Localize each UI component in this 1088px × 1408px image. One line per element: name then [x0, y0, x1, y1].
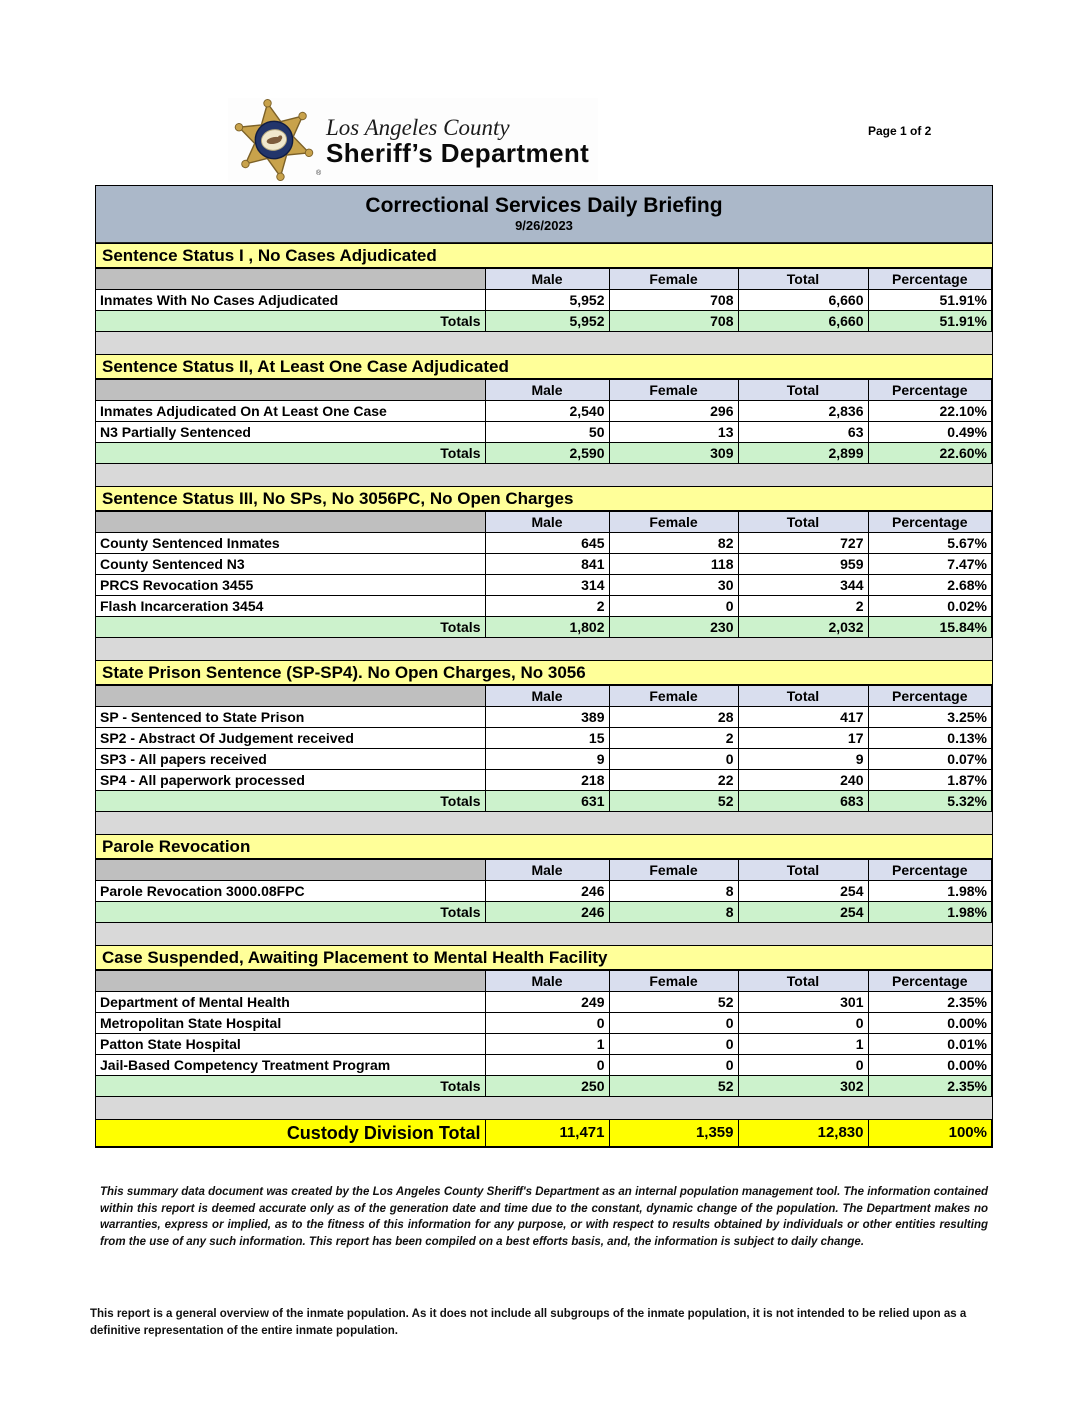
- column-header-female: Female: [609, 380, 738, 401]
- table-row: [96, 575, 992, 596]
- section-title: Sentence Status III, No SPs, No 3056PC, No Open Charges: [96, 486, 992, 511]
- row-value-female: 2: [609, 728, 738, 749]
- table-row: [96, 749, 992, 770]
- row-label: N3 Partially Sentenced: [96, 422, 485, 443]
- column-header-total: Total: [738, 971, 868, 992]
- logo-department-name: Sheriff’s Department: [326, 137, 590, 168]
- row-label: County Sentenced Inmates: [96, 533, 485, 554]
- row-value-female: 296: [609, 401, 738, 422]
- custody-total-total: 12,830: [738, 1120, 868, 1147]
- footer-note-text: This report is a general overview of the inmate population. As it does not include all subgroups of the inmate population, it is not intended to be relied upon as a definitive representation of the entire inmate population.: [90, 1308, 967, 1337]
- section-table: [96, 685, 992, 812]
- totals-value-total: 683: [738, 791, 868, 812]
- logo-county-name: Los Angeles County: [326, 114, 510, 140]
- section-title: Parole Revocation: [96, 834, 992, 859]
- row-value-female: 82: [609, 533, 738, 554]
- table-row: [96, 1055, 992, 1076]
- section-table: [96, 970, 992, 1097]
- table-row: [96, 533, 992, 554]
- totals-value-female: 708: [609, 311, 738, 332]
- section-gap: [96, 1097, 992, 1119]
- header-spacer-cell: [96, 512, 485, 533]
- report-title-bar: [96, 186, 992, 243]
- row-value-total: 417: [738, 707, 868, 728]
- row-value-percentage: 1.98%: [868, 881, 992, 902]
- row-value-male: 249: [485, 992, 609, 1013]
- totals-value-percentage: 1.98%: [868, 902, 992, 923]
- column-header-male: Male: [485, 971, 609, 992]
- totals-value-male: 5,952: [485, 311, 609, 332]
- section-title: Sentence Status I , No Cases Adjudicated: [96, 243, 992, 268]
- row-value-female: 708: [609, 290, 738, 311]
- row-value-total: 254: [738, 881, 868, 902]
- row-value-percentage: 0.01%: [868, 1034, 992, 1055]
- custody-division-total-table: [96, 1119, 992, 1147]
- totals-value-male: 631: [485, 791, 609, 812]
- column-header-female: Female: [609, 512, 738, 533]
- totals-row: [96, 791, 992, 812]
- row-value-male: 1: [485, 1034, 609, 1055]
- table-row: [96, 1013, 992, 1034]
- row-value-percentage: 0.00%: [868, 1013, 992, 1034]
- column-header-row: [96, 512, 992, 533]
- table-row: [96, 770, 992, 791]
- report-body: [95, 185, 993, 1148]
- row-label: Inmates With No Cases Adjudicated: [96, 290, 485, 311]
- totals-value-male: 1,802: [485, 617, 609, 638]
- row-value-total: 344: [738, 575, 868, 596]
- row-label: SP3 - All papers received: [96, 749, 485, 770]
- registered-trademark-symbol: ®: [316, 170, 322, 177]
- row-value-male: 246: [485, 881, 609, 902]
- row-value-total: 0: [738, 1013, 868, 1034]
- logo-text: [326, 116, 589, 167]
- row-value-total: 6,660: [738, 290, 868, 311]
- row-value-percentage: 0.00%: [868, 1055, 992, 1076]
- section-title: State Prison Sentence (SP-SP4). No Open Charges, No 3056: [96, 660, 992, 685]
- section-rows: [96, 992, 992, 1076]
- column-header-percentage: Percentage: [868, 269, 992, 290]
- sheriff-star-badge-icon: [228, 98, 320, 182]
- table-row: [96, 881, 992, 902]
- totals-row: [96, 1076, 992, 1097]
- column-header-row: [96, 380, 992, 401]
- section-table: [96, 859, 992, 923]
- report-date: 9/26/2023: [515, 218, 573, 233]
- row-value-male: 218: [485, 770, 609, 791]
- totals-value-percentage: 51.91%: [868, 311, 992, 332]
- totals-value-male: 250: [485, 1076, 609, 1097]
- row-value-total: 959: [738, 554, 868, 575]
- totals-value-percentage: 2.35%: [868, 1076, 992, 1097]
- section-rows: [96, 290, 992, 311]
- row-value-female: 0: [609, 1013, 738, 1034]
- totals-value-female: 230: [609, 617, 738, 638]
- header-spacer-cell: [96, 686, 485, 707]
- section-gap: [96, 812, 992, 834]
- row-value-total: 1: [738, 1034, 868, 1055]
- totals-value-total: 254: [738, 902, 868, 923]
- table-row: [96, 707, 992, 728]
- row-label: County Sentenced N3: [96, 554, 485, 575]
- table-row: [96, 596, 992, 617]
- totals-value-male: 246: [485, 902, 609, 923]
- row-value-female: 0: [609, 1055, 738, 1076]
- sections: [96, 243, 992, 1119]
- department-logo: [228, 98, 598, 182]
- header-spacer-cell: [96, 971, 485, 992]
- row-value-male: 2,540: [485, 401, 609, 422]
- column-header-male: Male: [485, 269, 609, 290]
- custody-total-male: 11,471: [485, 1120, 609, 1147]
- column-header-row: [96, 860, 992, 881]
- row-value-male: 15: [485, 728, 609, 749]
- section-gap: [96, 638, 992, 660]
- row-value-total: 240: [738, 770, 868, 791]
- row-value-female: 28: [609, 707, 738, 728]
- section-rows: [96, 707, 992, 791]
- row-value-percentage: 0.13%: [868, 728, 992, 749]
- row-value-female: 52: [609, 992, 738, 1013]
- report-section: [96, 486, 992, 660]
- row-value-percentage: 5.67%: [868, 533, 992, 554]
- row-value-female: 13: [609, 422, 738, 443]
- totals-value-percentage: 22.60%: [868, 443, 992, 464]
- totals-label: Totals: [96, 902, 485, 923]
- section-gap: [96, 923, 992, 945]
- totals-value-female: 52: [609, 791, 738, 812]
- row-label: Inmates Adjudicated On At Least One Case: [96, 401, 485, 422]
- report-section: [96, 243, 992, 354]
- section-rows: [96, 401, 992, 443]
- totals-label: Totals: [96, 311, 485, 332]
- table-row: [96, 422, 992, 443]
- row-value-percentage: 0.07%: [868, 749, 992, 770]
- row-value-male: 0: [485, 1013, 609, 1034]
- row-value-male: 314: [485, 575, 609, 596]
- section-table: [96, 379, 992, 464]
- column-header-male: Male: [485, 686, 609, 707]
- row-label: Metropolitan State Hospital: [96, 1013, 485, 1034]
- row-label: SP2 - Abstract Of Judgement received: [96, 728, 485, 749]
- row-value-total: 0: [738, 1055, 868, 1076]
- column-header-percentage: Percentage: [868, 380, 992, 401]
- row-value-total: 9: [738, 749, 868, 770]
- row-value-male: 0: [485, 1055, 609, 1076]
- row-value-male: 50: [485, 422, 609, 443]
- totals-value-percentage: 15.84%: [868, 617, 992, 638]
- column-header-male: Male: [485, 380, 609, 401]
- totals-label: Totals: [96, 443, 485, 464]
- report-section: [96, 834, 992, 945]
- row-value-male: 645: [485, 533, 609, 554]
- row-value-female: 0: [609, 749, 738, 770]
- totals-value-male: 2,590: [485, 443, 609, 464]
- row-label: Parole Revocation 3000.08FPC: [96, 881, 485, 902]
- row-value-total: 2: [738, 596, 868, 617]
- column-header-percentage: Percentage: [868, 686, 992, 707]
- totals-value-female: 8: [609, 902, 738, 923]
- report-section: [96, 945, 992, 1119]
- column-header-female: Female: [609, 971, 738, 992]
- section-gap: [96, 464, 992, 486]
- table-row: [96, 554, 992, 575]
- column-header-total: Total: [738, 269, 868, 290]
- totals-label: Totals: [96, 1076, 485, 1097]
- totals-row: [96, 443, 992, 464]
- table-row: [96, 728, 992, 749]
- row-value-percentage: 2.35%: [868, 992, 992, 1013]
- row-value-percentage: 22.10%: [868, 401, 992, 422]
- column-header-percentage: Percentage: [868, 860, 992, 881]
- totals-value-female: 309: [609, 443, 738, 464]
- totals-value-total: 2,032: [738, 617, 868, 638]
- column-header-total: Total: [738, 860, 868, 881]
- row-value-female: 8: [609, 881, 738, 902]
- section-title: Case Suspended, Awaiting Placement to Mental Health Facility: [96, 945, 992, 970]
- column-header-female: Female: [609, 686, 738, 707]
- row-value-percentage: 2.68%: [868, 575, 992, 596]
- row-label: SP - Sentenced to State Prison: [96, 707, 485, 728]
- row-value-total: 63: [738, 422, 868, 443]
- row-value-female: 30: [609, 575, 738, 596]
- totals-row: [96, 617, 992, 638]
- column-header-total: Total: [738, 512, 868, 533]
- row-value-male: 9: [485, 749, 609, 770]
- report-section: [96, 660, 992, 834]
- row-label: Department of Mental Health: [96, 992, 485, 1013]
- column-header-female: Female: [609, 860, 738, 881]
- table-row: [96, 1034, 992, 1055]
- custody-total-percentage: 100%: [868, 1120, 992, 1147]
- column-header-total: Total: [738, 686, 868, 707]
- totals-value-percentage: 5.32%: [868, 791, 992, 812]
- header-spacer-cell: [96, 269, 485, 290]
- custody-total-female: 1,359: [609, 1120, 738, 1147]
- header-spacer-cell: [96, 860, 485, 881]
- page-title: Correctional Services Daily Briefing: [365, 194, 723, 217]
- disclaimer-text: This summary data document was created by the Los Angeles County Sheriff's Department as an internal population management tool. The information contained within this report is deemed accurate only as of the generation date and time due to the constant, dynamic change of the population. The Department makes no warranties, express or implied, as to the fitness of this information for any purpose, or with respect to results obtained by individuals or other entities resulting from the use of any such information. This report has been compiled on a best efforts basis, and, the information is subject to daily change.: [100, 1186, 988, 1248]
- totals-value-total: 2,899: [738, 443, 868, 464]
- section-rows: [96, 533, 992, 617]
- section-table: [96, 268, 992, 332]
- page-indicator: Page 1 of 2: [868, 124, 932, 138]
- report-section: [96, 354, 992, 486]
- row-value-percentage: 0.02%: [868, 596, 992, 617]
- row-label: Flash Incarceration 3454: [96, 596, 485, 617]
- row-value-male: 841: [485, 554, 609, 575]
- custody-total-row: [96, 1120, 992, 1147]
- table-row: [96, 290, 992, 311]
- row-value-total: 2,836: [738, 401, 868, 422]
- totals-label: Totals: [96, 617, 485, 638]
- row-value-percentage: 0.49%: [868, 422, 992, 443]
- totals-row: [96, 902, 992, 923]
- column-header-percentage: Percentage: [868, 971, 992, 992]
- row-value-total: 301: [738, 992, 868, 1013]
- row-value-total: 17: [738, 728, 868, 749]
- row-value-total: 727: [738, 533, 868, 554]
- row-label: Jail-Based Competency Treatment Program: [96, 1055, 485, 1076]
- row-value-female: 0: [609, 596, 738, 617]
- section-gap: [96, 332, 992, 354]
- custody-total-label: Custody Division Total: [96, 1120, 485, 1147]
- row-value-female: 22: [609, 770, 738, 791]
- row-value-percentage: 51.91%: [868, 290, 992, 311]
- totals-value-total: 302: [738, 1076, 868, 1097]
- row-value-female: 118: [609, 554, 738, 575]
- row-value-percentage: 7.47%: [868, 554, 992, 575]
- totals-value-female: 52: [609, 1076, 738, 1097]
- totals-value-total: 6,660: [738, 311, 868, 332]
- column-header-row: [96, 971, 992, 992]
- column-header-female: Female: [609, 269, 738, 290]
- row-value-male: 389: [485, 707, 609, 728]
- row-value-percentage: 3.25%: [868, 707, 992, 728]
- row-label: SP4 - All paperwork processed: [96, 770, 485, 791]
- column-header-row: [96, 686, 992, 707]
- section-table: [96, 511, 992, 638]
- row-value-male: 5,952: [485, 290, 609, 311]
- table-row: [96, 992, 992, 1013]
- column-header-male: Male: [485, 860, 609, 881]
- row-label: PRCS Revocation 3455: [96, 575, 485, 596]
- header-spacer-cell: [96, 380, 485, 401]
- totals-row: [96, 311, 992, 332]
- totals-label: Totals: [96, 791, 485, 812]
- column-header-percentage: Percentage: [868, 512, 992, 533]
- column-header-total: Total: [738, 380, 868, 401]
- table-row: [96, 401, 992, 422]
- column-header-row: [96, 269, 992, 290]
- row-value-male: 2: [485, 596, 609, 617]
- section-rows: [96, 881, 992, 902]
- column-header-male: Male: [485, 512, 609, 533]
- row-value-female: 0: [609, 1034, 738, 1055]
- section-title: Sentence Status II, At Least One Case Adjudicated: [96, 354, 992, 379]
- row-label: Patton State Hospital: [96, 1034, 485, 1055]
- row-value-percentage: 1.87%: [868, 770, 992, 791]
